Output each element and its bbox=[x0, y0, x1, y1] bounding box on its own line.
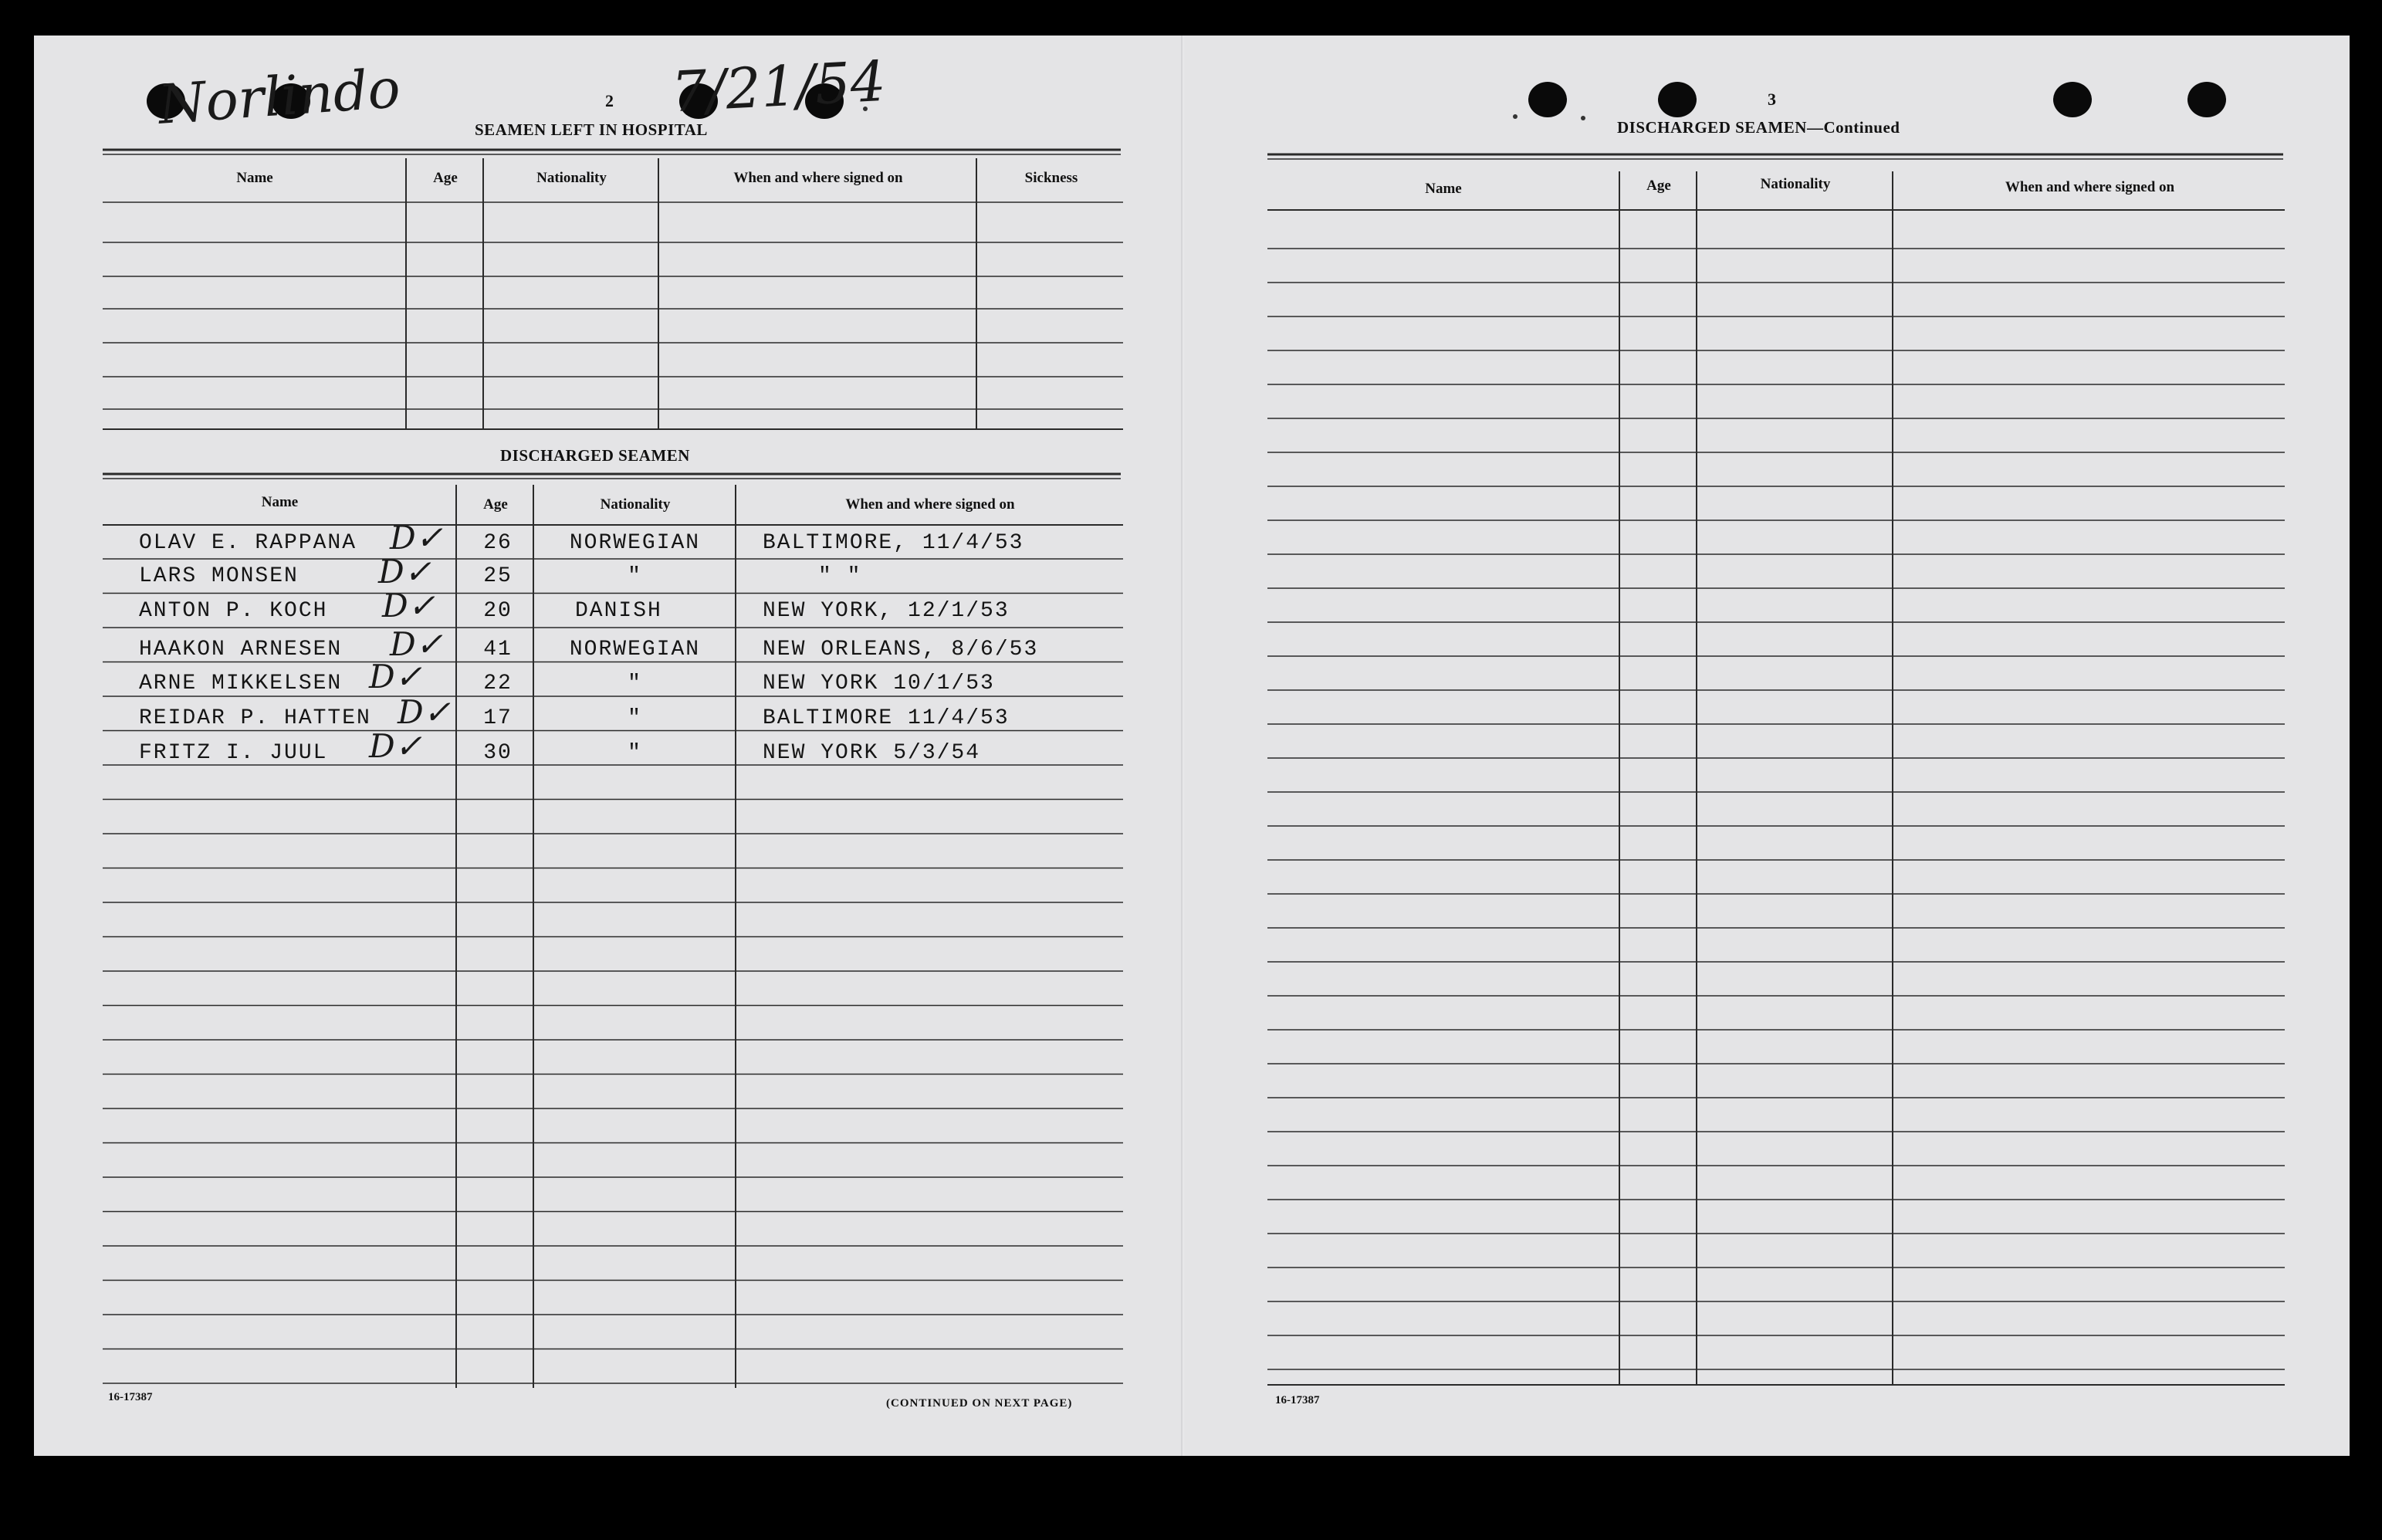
row-nationality: NORWEGIAN bbox=[569, 531, 701, 555]
row-name: HAAKON ARNESEN bbox=[139, 638, 343, 662]
left-form-number: 16-17387 bbox=[108, 1391, 153, 1403]
row-age: 41 bbox=[483, 638, 513, 662]
discharged-col-signed-on: When and where signed on bbox=[845, 496, 1015, 513]
handwritten-vessel-name: Norlindo bbox=[156, 56, 403, 137]
left-page-number: 2 bbox=[605, 91, 614, 110]
right-col-age: Age bbox=[1646, 178, 1671, 194]
hospital-col-signed-on: When and where signed on bbox=[733, 170, 903, 186]
hospital-col-sickness: Sickness bbox=[1024, 170, 1078, 186]
hospital-section-title: SEAMEN LEFT IN HOSPITAL bbox=[475, 120, 708, 139]
row-nationality: " bbox=[628, 706, 642, 730]
row-signed-on: BALTIMORE 11/4/53 bbox=[763, 706, 1010, 730]
right-col-name: Name bbox=[1425, 181, 1462, 197]
right-section-title: DISCHARGED SEAMEN—Continued bbox=[1617, 118, 1900, 137]
row-signed-on: NEW YORK, 12/1/53 bbox=[763, 599, 1010, 623]
row-age: 26 bbox=[483, 531, 513, 555]
right-col-signed-on: When and where signed on bbox=[2005, 179, 2175, 195]
row-nationality: " bbox=[628, 741, 642, 765]
row-nationality: " bbox=[628, 672, 642, 696]
row-mark: D✓ bbox=[369, 658, 422, 696]
hospital-col-nationality: Nationality bbox=[536, 170, 607, 186]
row-nationality: NORWEGIAN bbox=[569, 638, 701, 662]
row-mark: D✓ bbox=[378, 553, 431, 591]
discharged-col-age: Age bbox=[483, 496, 508, 513]
hospital-col-name: Name bbox=[236, 170, 273, 186]
row-nationality: " bbox=[628, 564, 642, 588]
right-col-nationality: Nationality bbox=[1760, 176, 1831, 192]
row-age: 17 bbox=[483, 706, 513, 730]
row-age: 25 bbox=[483, 564, 513, 588]
row-name: ANTON P. KOCH bbox=[139, 599, 328, 623]
row-signed-on: " " bbox=[818, 564, 862, 588]
row-age: 20 bbox=[483, 599, 513, 623]
right-form-number: 16-17387 bbox=[1275, 1394, 1320, 1406]
row-mark: D✓ bbox=[382, 587, 435, 624]
right-page-number: 3 bbox=[1768, 90, 1776, 109]
discharged-section-title: DISCHARGED SEAMEN bbox=[500, 446, 690, 465]
row-signed-on: NEW YORK 5/3/54 bbox=[763, 741, 981, 765]
row-mark: D✓ bbox=[369, 727, 422, 765]
row-name: FRITZ I. JUUL bbox=[139, 741, 328, 765]
row-nationality: DANISH bbox=[575, 599, 662, 623]
row-name: ARNE MIKKELSEN bbox=[139, 672, 343, 696]
row-age: 30 bbox=[483, 741, 513, 765]
continued-note: (CONTINUED ON NEXT PAGE) bbox=[886, 1397, 1073, 1410]
row-signed-on: NEW ORLEANS, 8/6/53 bbox=[763, 638, 1039, 662]
row-mark: D✓ bbox=[390, 625, 443, 663]
hospital-col-age: Age bbox=[433, 170, 458, 186]
handwritten-date: 7/21/54 bbox=[669, 48, 888, 125]
row-name: LARS MONSEN bbox=[139, 564, 299, 588]
row-name: OLAV E. RAPPANA bbox=[139, 531, 357, 555]
row-name: REIDAR P. HATTEN bbox=[139, 706, 371, 730]
discharged-col-name: Name bbox=[261, 494, 299, 510]
row-mark: D✓ bbox=[390, 519, 443, 557]
row-signed-on: BALTIMORE, 11/4/53 bbox=[763, 531, 1024, 555]
row-age: 22 bbox=[483, 672, 513, 696]
discharged-col-nationality: Nationality bbox=[600, 496, 671, 513]
row-mark: D✓ bbox=[398, 693, 451, 731]
row-signed-on: NEW YORK 10/1/53 bbox=[763, 672, 995, 696]
